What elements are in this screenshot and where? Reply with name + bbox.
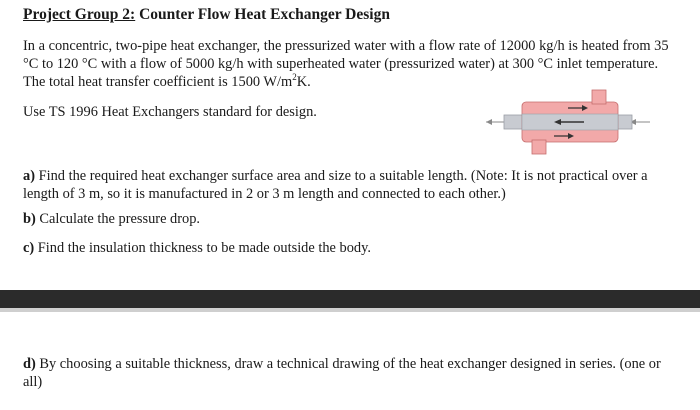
section-divider-shadow bbox=[0, 308, 700, 312]
design-standard-note: Use TS 1996 Heat Exchangers standard for design. bbox=[23, 104, 317, 120]
question-b-text: Calculate the pressure drop. bbox=[35, 211, 201, 227]
question-b bbox=[23, 211, 200, 228]
question-d-text: By choosing a suitable thickness, draw a technical drawing of the heat exchanger designed in series. (one or all) bbox=[23, 356, 661, 390]
shell-outlet-nozzle bbox=[532, 140, 546, 154]
question-a bbox=[23, 167, 683, 203]
question-b-label: b) bbox=[23, 211, 36, 227]
question-a-label: a) bbox=[23, 168, 35, 184]
inlet-arrow-icon bbox=[486, 119, 492, 125]
question-d-label: d) bbox=[23, 356, 36, 372]
title-text: Counter Flow Heat Exchanger Design bbox=[135, 6, 390, 23]
heat-exchanger-diagram bbox=[484, 88, 652, 160]
question-c-text: Find the insulation thickness to be made outside the body. bbox=[34, 240, 371, 256]
shell-inlet-nozzle bbox=[592, 90, 606, 104]
title-label: Project Group 2: bbox=[23, 6, 136, 23]
question-a-text: Find the required heat exchanger surface area and size to a suitable length. (Note: It is not practical over a length of 3 m, so it is manufactured in 2 or 3 m length and connected to each other.) bbox=[23, 168, 648, 202]
problem-text: In a concentric, two-pipe heat exchanger, the pressurized water with a flow rate of 12000 kg/h is heated from 35 °C to 120 °C with a flow of 5000 kg/h with superheated water (pressurized water) at 300 °C inlet temperature. The total heat transfer coefficient is 1500 W/m bbox=[23, 38, 669, 90]
unit-superscript: 2 bbox=[292, 72, 297, 83]
document-title bbox=[23, 6, 390, 24]
problem-statement bbox=[23, 37, 683, 91]
section-divider bbox=[0, 290, 700, 308]
question-c bbox=[23, 240, 371, 257]
question-d bbox=[23, 355, 683, 391]
problem-text-end: K. bbox=[296, 74, 311, 90]
question-c-label: c) bbox=[23, 240, 35, 256]
